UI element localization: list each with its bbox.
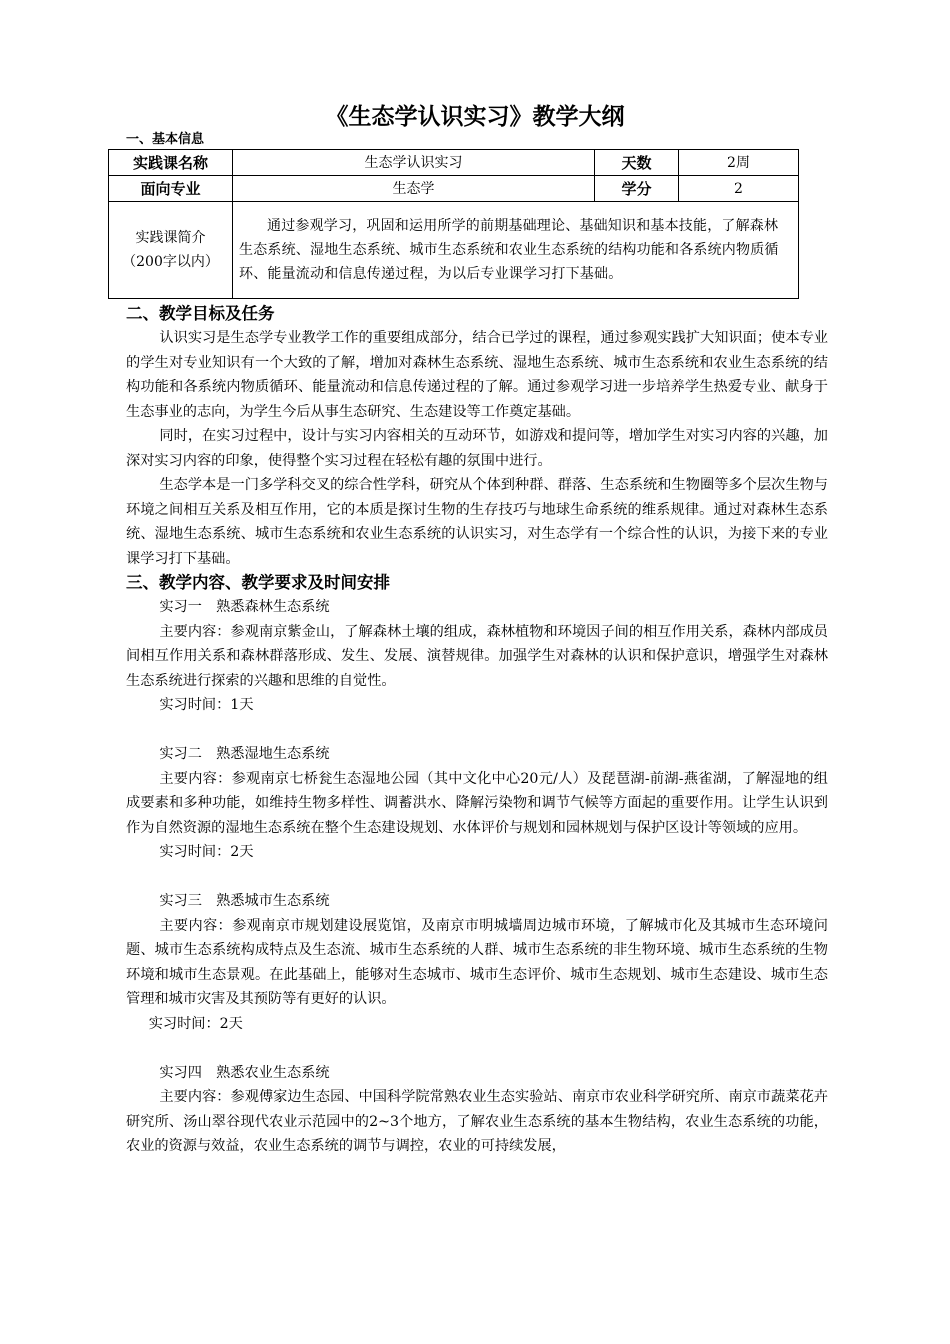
section2-heading: 二、教学目标及任务 [126, 304, 275, 323]
section2-paragraph: 生态学本是一门多学科交叉的综合性学科，研究从个体到种群、群落、生态系统和生物圈等多个层次生物与环境之间相互关系及相互作用，它的本质是探讨生物的生存技巧与地球生命系统的维系规律。通过对森林生态系统、湿地生态系统、城市生态系统和农业生态系统的认识实习，对生态学有一个综合性的认识，为接下来的专业课学习打下基础。 [126, 477, 828, 567]
practice-content: 主要内容：参观南京市规划建设展览馆，及南京市明城墙周边城市环境，了解城市化及其城市生态环境问题、城市生态系统构成特点及生态流、城市生态系统的人群、城市生态系统的非生物环境、城市生态系统的生物环境和城市生态景观。在此基础上，能够对生态城市、城市生态评价、城市生态规划、城市生态建设、城市生态管理和城市灾害及其预防等有更好的认识。 [126, 917, 828, 1007]
practice-content: 主要内容：参观南京紫金山，了解森林土壤的组成，森林植物和环境因子间的相互作用关系，森林内部成员间相互作用关系和森林群落形成、发生、发展、演替规律。加强学生对森林的认识和保护意识，增强学生对森林生态系统进行探索的兴趣和思维的自觉性。 [126, 623, 828, 689]
basic-info-table [108, 149, 799, 299]
table-row [109, 150, 799, 176]
practice-content: 主要内容：参观傅家边生态园、中国科学院常熟农业生态实验站、南京市农业科学研究所、南京市蔬菜花卉研究所、汤山翠谷现代农业示范园中的2~3个地方，了解农业生态系统的基本生物结构，农业生态系统的功能，农业的资源与效益，农业生态系统的调节与调控，农业的可持续发展， [126, 1089, 828, 1154]
section2-paragraph: 认识实习是生态学专业教学工作的重要组成部分，结合已学过的课程，通过参观实践扩大知识面；使本专业的学生对专业知识有一个大致的了解，增加对森林生态系统、湿地生态系统、城市生态系统和农业生态系统的结构功能和各系统内物质循环、能量流动和信息传递过程的了解。通过参观学习进一步培养学生热爱专业、献身于生态事业的志向，为学生今后从事生态研究、生态建设等工作奠定基础。 [126, 330, 828, 420]
days-value: 2周 [679, 150, 799, 176]
section2-paragraph: 同时，在实习过程中，设计与实习内容相关的互动环节，如游戏和提问等，增加学生对实习内容的兴趣，加深对实习内容的印象，使得整个实习过程在轻松有趣的氛围中进行。 [126, 428, 828, 469]
section3-heading: 三、教学内容、教学要求及时间安排 [126, 573, 390, 592]
credit-value: 2 [679, 176, 799, 202]
practice-title: 实习二 熟悉湿地生态系统 [159, 746, 330, 762]
table-row [109, 202, 799, 299]
practice-title: 实习一 熟悉森林生态系统 [159, 599, 330, 615]
practice-content: 主要内容：参观南京七桥瓮生态湿地公园（其中文化中心20元/人）及琵琶湖-前湖-燕雀湖，了解湿地的组成要素和多种功能，如维持生物多样性、调蓄洪水、降解污染物和调节气候等方面起的重要作用。让学生认识到作为自然资源的湿地生态系统在整个生态建设规划、水体评价与规划和园林规划与保护区设计等领域的应用。 [126, 770, 828, 836]
days-label: 天数 [595, 150, 679, 176]
intro-label-line1: 实践课简介 [135, 230, 206, 246]
spacer [126, 865, 828, 890]
credit-label: 学分 [595, 176, 679, 202]
practice-time: 实习时间：2天 [159, 844, 254, 860]
section-basic-info-heading: 一、基本信息 [126, 132, 205, 147]
intro-text: 通过参观学习，巩固和运用所学的前期基础理论、基础知识和基本技能，了解森林生态系统、湿地生态系统、城市生态系统和农业生态系统的结构功能和各系统内物质循环、能量流动和信息传递过程，为以后专业课学习打下基础。 [233, 202, 799, 299]
intro-label-line2: （200字以内） [122, 254, 219, 270]
spacer [126, 1036, 828, 1061]
course-name-value: 生态学认识实习 [233, 150, 595, 176]
major-value: 生态学 [233, 176, 595, 202]
major-label: 面向专业 [109, 176, 233, 202]
course-name-label: 实践课名称 [109, 150, 233, 176]
spacer [126, 718, 828, 743]
document-title: 《生态学认识实习》教学大纲 [325, 104, 625, 130]
intro-label [109, 202, 233, 299]
practice-title: 实习三 熟悉城市生态系统 [159, 893, 330, 909]
practice-title: 实习四 熟悉农业生态系统 [159, 1064, 330, 1081]
main-content [126, 302, 828, 1159]
practice-time: 实习时间：2天 [148, 1015, 243, 1032]
practice-time: 实习时间：1天 [159, 697, 254, 713]
table-row [109, 176, 799, 202]
